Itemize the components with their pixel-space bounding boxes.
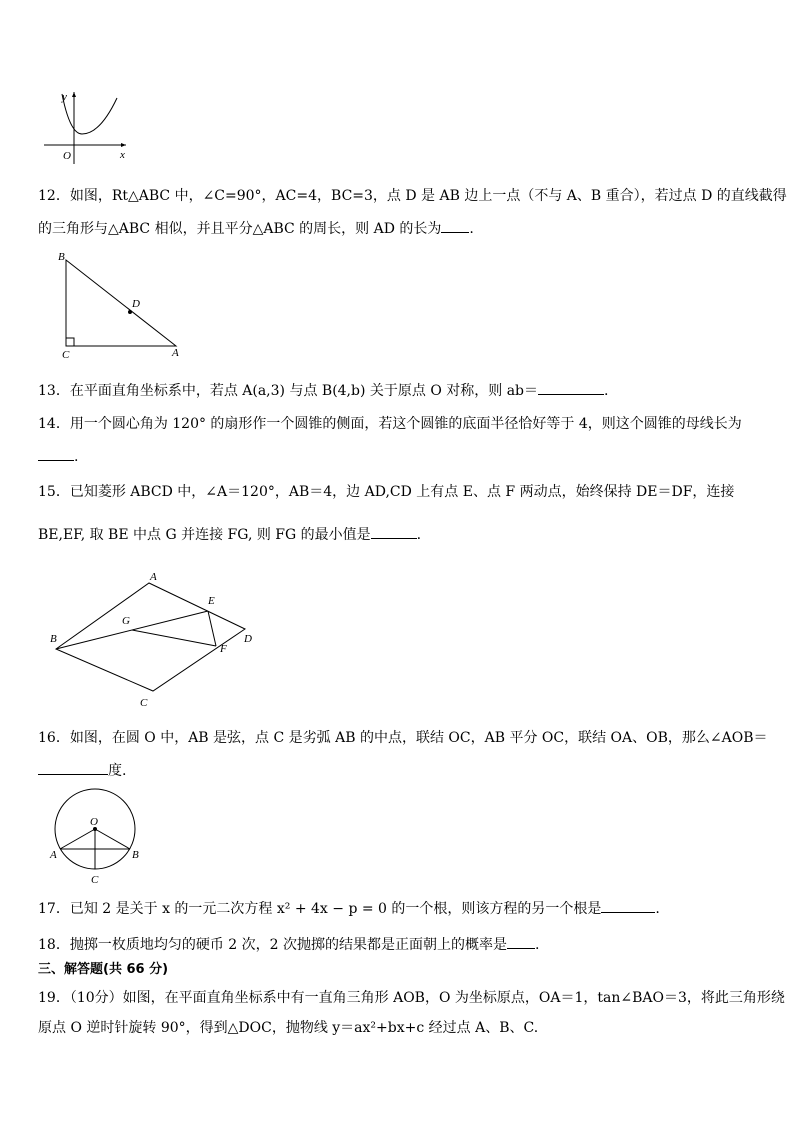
q15-line1: 15．已知菱形 ABCD 中，∠A＝120°，AB＝4，边 AD,CD 上有点 E、点 F 两动点，始终保持 DE＝DF，连接	[38, 484, 735, 500]
parabola-figure	[40, 88, 132, 166]
origin-label: O	[63, 150, 71, 162]
q12-line2: 的三角形与△ABC 相似，并且平分△ABC 的周长，则 AD 的长为 .	[38, 218, 474, 239]
label-c: C	[91, 874, 99, 886]
q15-answer-blank[interactable]	[371, 524, 417, 539]
q13-line: 13．在平面直角坐标系中，若点 A(a,3) 与点 B(4,b) 关于原点 O 对称，则 ab＝ .	[38, 380, 608, 401]
y-axis-arrow	[72, 92, 76, 97]
segment-ob	[95, 829, 130, 849]
section-3-title: 三、解答题(共 66 分)	[38, 962, 169, 977]
q19-line1: 19．（10分）如图，在平面直角坐标系中有一直角三角形 AOB，O 为坐标原点，OA＝1，tan∠BAO＝3，将此三角形绕	[38, 990, 785, 1006]
x-axis-arrow	[121, 143, 126, 147]
y-label: y	[62, 91, 67, 103]
q18-answer-blank[interactable]	[507, 934, 535, 949]
q18-line: 18．抛掷一枚质地均匀的硬币 2 次，2 次抛掷的结果都是正面朝上的概率是 .	[38, 934, 539, 955]
right-angle-mark	[66, 338, 74, 346]
q16-answer-blank[interactable]	[38, 760, 108, 775]
q16-line2: 度.	[38, 760, 126, 781]
x-label: x	[120, 149, 125, 161]
label-d: D	[132, 298, 140, 310]
segment-ef	[208, 611, 216, 646]
q13-answer-blank[interactable]	[538, 380, 604, 395]
point-d	[128, 310, 132, 314]
right-triangle-figure	[54, 248, 194, 360]
rhombus-abcd	[56, 583, 245, 691]
triangle-abc	[66, 260, 176, 346]
label-b: B	[50, 633, 57, 645]
label-a: A	[172, 347, 179, 359]
label-c: C	[140, 697, 148, 709]
label-e: E	[208, 595, 215, 607]
q17-line: 17．已知 2 是关于 x 的一元二次方程 x² + 4x − p = 0 的一个根，则该方程的另一个根是 .	[38, 898, 660, 919]
label-g: G	[122, 615, 130, 627]
label-a: A	[150, 571, 157, 583]
q17-answer-blank[interactable]	[601, 898, 655, 913]
label-o: O	[90, 816, 98, 828]
q14-line2: .	[38, 446, 78, 467]
label-b: B	[132, 849, 139, 861]
label-a: A	[50, 849, 57, 861]
rhombus-figure	[46, 566, 266, 712]
segment-oa	[60, 829, 95, 849]
label-d: D	[244, 633, 252, 645]
q15-line2: BE,EF, 取 BE 中点 G 并连接 FG, 则 FG 的最小值是 .	[38, 524, 421, 545]
q12-answer-blank[interactable]	[441, 218, 469, 233]
circle-figure	[46, 788, 150, 888]
q14-answer-blank[interactable]	[38, 446, 74, 461]
label-b: B	[58, 251, 65, 263]
segment-fg	[132, 630, 216, 646]
label-f: F	[220, 643, 227, 655]
parabola-curve	[62, 94, 117, 134]
label-c: C	[62, 349, 70, 360]
q14-line1: 14．用一个圆心角为 120° 的扇形作一个圆锥的侧面，若这个圆锥的底面半径恰好等于 4，则这个圆锥的母线长为	[38, 416, 742, 432]
q19-line2: 原点 O 逆时针旋转 90°，得到△DOC，抛物线 y＝ax²+bx+c 经过点 A、B、C.	[38, 1020, 539, 1036]
q16-line1: 16．如图，在圆 O 中，AB 是弦，点 C 是劣弧 AB 的中点，联结 OC，AB 平分 OC，联结 OA、OB，那么∠AOB＝	[38, 730, 768, 746]
q12-line1: 12．如图，Rt△ABC 中，∠C=90°，AC=4，BC=3，点 D 是 AB 边上一点（不与 A、B 重合），若过点 D 的直线截得	[38, 188, 787, 204]
